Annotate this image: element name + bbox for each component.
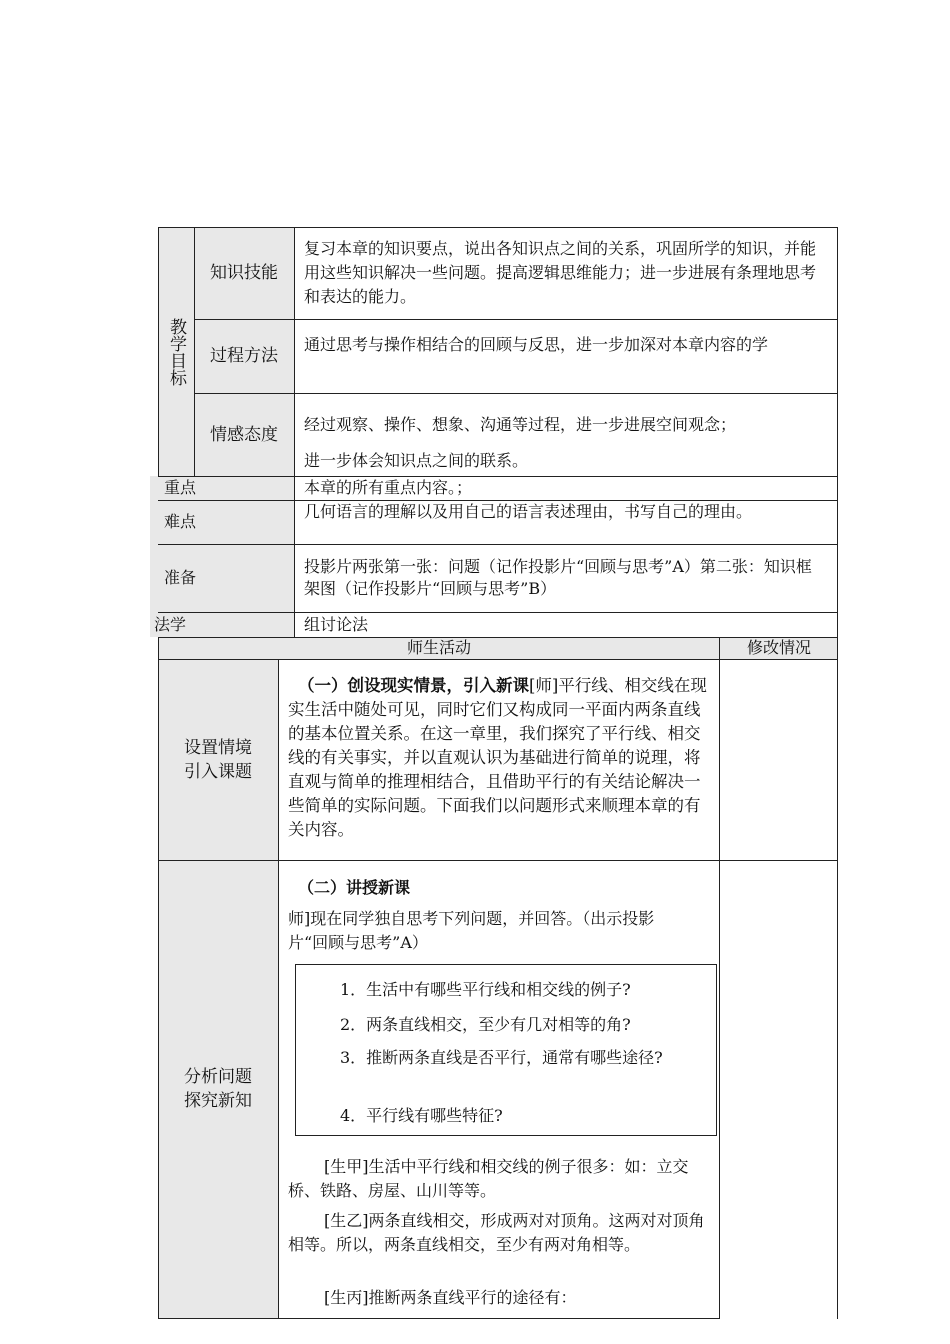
section2-title: （二）讲授新课 — [298, 878, 411, 897]
grid-line — [158, 612, 838, 613]
info-text-method: 组讨论法 — [304, 615, 369, 634]
grid-line — [158, 476, 838, 477]
grid-line — [294, 227, 295, 637]
info-text-prep: 投影片两张第一张：问题（记作投影片“回顾与思考”A）第二张：知识框架图（记作投影片“回顾与思考”B） — [304, 557, 812, 598]
grid-line — [194, 227, 195, 476]
question-3: 3．推断两条直线是否平行，通常有哪些途径? — [340, 1048, 663, 1067]
objective-text-emotion-line2: 进一步体会知识点之间的联系。 — [304, 451, 529, 470]
grid-line — [719, 637, 720, 1319]
grid-line — [158, 227, 838, 228]
grid-line — [158, 659, 838, 660]
revision-header: 修改情况 — [746, 638, 811, 657]
stage-label-analysis: 分析问题 探究新知 — [184, 1067, 252, 1111]
grid-line — [158, 1318, 720, 1319]
info-label-prep: 准备 — [163, 568, 196, 587]
section2-intro: 师]现在同学独自思考下列问题，并回答。（出示投影片“回顾与思考”A） — [288, 909, 655, 952]
question-1: 1．生活中有哪些平行线和相交线的例子? — [340, 980, 631, 999]
answer-student-b: [生乙]两条直线相交，形成两对对顶角。这两对对顶角相等。所以，两条直线相交，至少有两对角相等。 — [288, 1211, 705, 1254]
grid-line — [158, 227, 159, 476]
objectives-side-label-cell — [158, 227, 194, 476]
objectives-side-label: 教学目标 — [166, 317, 186, 386]
info-text-difficulty: 几何语言的理解以及用自己的语言表述理由，书写自己的理由。 — [304, 502, 753, 521]
grid-line — [194, 319, 838, 320]
grid-line — [194, 393, 838, 394]
activity-header: 师生活动 — [406, 638, 471, 657]
objective-label-process: 过程方法 — [210, 346, 278, 366]
objective-text-process: 通过思考与操作相结合的回顾与反思，进一步加深对本章内容的学 — [304, 335, 769, 354]
info-label-key: 重点 — [163, 478, 196, 497]
answer-student-a: [生甲]生活中平行线和相交线的例子很多：如：立交桥、铁路、房屋、山川等等。 — [288, 1157, 689, 1200]
grid-line — [158, 637, 159, 1319]
question-2: 2．两条直线相交，至少有几对相等的角? — [340, 1015, 631, 1034]
objective-label-emotion: 情感态度 — [210, 424, 278, 445]
objective-text-knowledge: 复习本章的知识要点，说出各知识点之间的关系，巩固所学的知识，并能用这些知识解决一些问题。提高逻辑思维能力；进一步进展有条理地思考和表达的能力。 — [304, 239, 817, 306]
section1-content — [288, 674, 712, 842]
section1-title: （一）创设现实情景，引入新课 — [298, 676, 529, 695]
info-label-difficulty: 难点 — [163, 512, 196, 531]
info-label-method: 法学 — [153, 614, 186, 634]
objective-text-emotion — [304, 407, 824, 479]
answer-student-c: [生丙]推断两条直线平行的途径有： — [324, 1288, 577, 1307]
grid-line — [158, 860, 838, 861]
grid-line — [837, 637, 838, 1319]
info-text-key: 本章的所有重点内容。； — [304, 478, 473, 497]
objective-label-knowledge: 知识技能 — [210, 263, 278, 283]
question-4: 4．平行线有哪些特征? — [340, 1106, 503, 1125]
objective-text-emotion-line1: 经过观察、操作、想象、沟通等过程，进一步进展空间观念； — [304, 415, 737, 434]
grid-line — [158, 544, 838, 545]
grid-line — [158, 500, 838, 501]
grid-line — [837, 227, 838, 637]
section1-body: [师]平行线、相交线在现实生活中随处可见，同时它们又构成同一平面内两条直线的基本位置关系。在这一章里，我们探究了平行线、相交线的有关事实，并以直观认识为基础进行简单的说理，将直观与简单的推理相结合，且借助平行的有关结论解决一些简单的实际问题。下面我们以问题形式来顺理本章的有关内容。 — [288, 676, 707, 839]
grid-line — [278, 659, 279, 1319]
grid-line — [158, 637, 838, 638]
stage-label-setting: 设置情境 引入课题 — [184, 737, 252, 782]
